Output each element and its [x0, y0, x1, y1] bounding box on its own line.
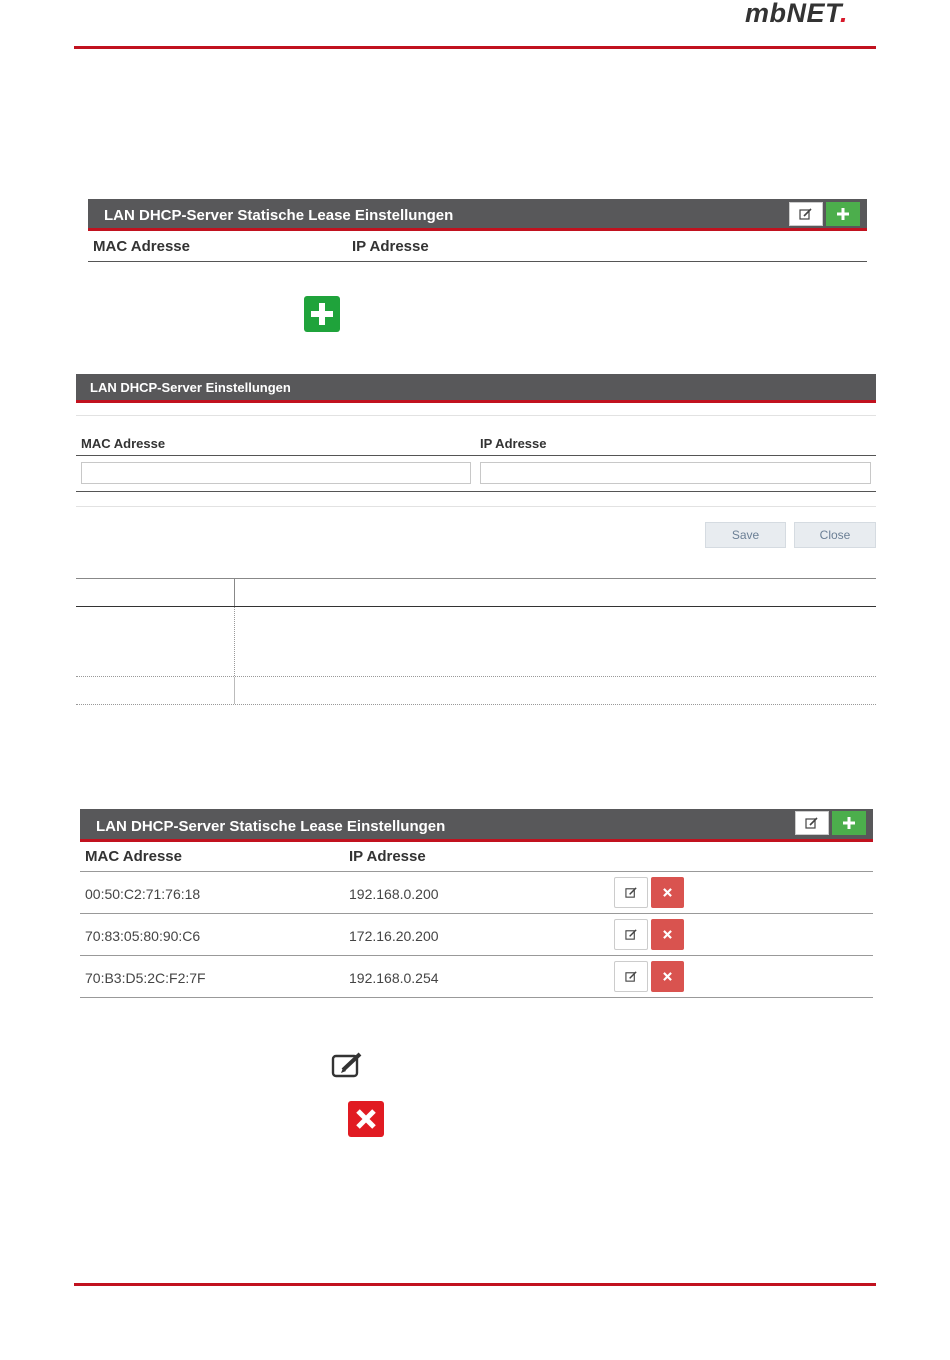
logo-dot: .: [840, 0, 849, 28]
field-footer-rule: [76, 491, 876, 492]
plus-icon: [837, 208, 849, 220]
row-edit-button[interactable]: [614, 961, 648, 992]
edit-icon: [331, 1051, 367, 1079]
ip-input[interactable]: [480, 462, 871, 484]
edit-icon: [625, 928, 638, 941]
row-delete-button[interactable]: [651, 919, 684, 950]
row-delete-button[interactable]: [651, 877, 684, 908]
edit-icon: [805, 816, 819, 830]
field-mac-label: MAC Adresse: [81, 436, 166, 451]
delete-icon: [355, 1108, 377, 1130]
delete-icon: [663, 930, 672, 939]
divider: [76, 506, 876, 507]
add-button[interactable]: [826, 202, 860, 226]
panel-title: LAN DHCP-Server Einstellungen: [90, 380, 291, 395]
mac-input[interactable]: [81, 462, 471, 484]
row-ip: 192.168.0.200: [349, 886, 439, 902]
brand-logo: [745, 0, 848, 29]
large-plus-icon: [304, 296, 340, 332]
legend-delete-icon: [348, 1101, 384, 1137]
footer-rule: [74, 1283, 876, 1286]
plus-icon: [843, 817, 855, 829]
row-rule: [80, 913, 873, 914]
panel-static-lease-header: [88, 199, 867, 231]
desc-table-row-rule: [76, 676, 876, 677]
desc-table-bottom: [76, 704, 876, 705]
desc-table-col-divider: [234, 578, 235, 606]
panel-static-lease-header-filled: [80, 809, 873, 842]
panel-title: LAN DHCP-Server Statische Lease Einstellungen: [104, 207, 454, 224]
desc-table-head-rule: [76, 606, 876, 607]
edit-icon: [625, 970, 638, 983]
header-rule: [74, 46, 876, 49]
column-ip: IP Adresse: [352, 238, 429, 255]
row-mac: 70:83:05:80:90:C6: [85, 928, 201, 944]
edit-icon: [625, 886, 638, 899]
desc-table-top: [76, 578, 876, 579]
edit-button[interactable]: [795, 811, 829, 835]
row-mac: 00:50:C2:71:76:18: [85, 886, 201, 902]
desc-table-col-divider: [234, 677, 235, 704]
field-header-rule: [76, 455, 876, 456]
table-header-rule: [80, 871, 873, 872]
save-button[interactable]: Save: [705, 522, 786, 548]
row-edit-button[interactable]: [614, 877, 648, 908]
edit-icon: [799, 207, 813, 221]
table-bottom-rule: [80, 997, 873, 998]
panel-dhcp-settings-header: [76, 374, 876, 403]
column-ip: IP Adresse: [349, 848, 426, 865]
row-edit-button[interactable]: [614, 919, 648, 950]
row-rule: [80, 955, 873, 956]
panel-title: LAN DHCP-Server Statische Lease Einstellungen: [96, 818, 446, 835]
divider: [76, 415, 876, 416]
logo-text: mbNET: [745, 0, 840, 28]
row-mac: 70:B3:D5:2C:F2:7F: [85, 970, 206, 986]
field-ip-label: IP Adresse: [480, 436, 547, 451]
row-delete-button[interactable]: [651, 961, 684, 992]
table-header-rule: [88, 261, 867, 262]
desc-table-col-divider: [234, 607, 235, 676]
delete-icon: [663, 888, 672, 897]
edit-button[interactable]: [789, 202, 823, 226]
column-mac: MAC Adresse: [85, 848, 182, 865]
column-mac: MAC Adresse: [93, 238, 190, 255]
row-ip: 192.168.0.254: [349, 970, 439, 986]
legend-edit-icon: [331, 1051, 367, 1079]
add-button[interactable]: [832, 811, 866, 835]
close-button[interactable]: Close: [794, 522, 876, 548]
delete-icon: [663, 972, 672, 981]
plus-icon: [310, 302, 334, 326]
row-ip: 172.16.20.200: [349, 928, 439, 944]
